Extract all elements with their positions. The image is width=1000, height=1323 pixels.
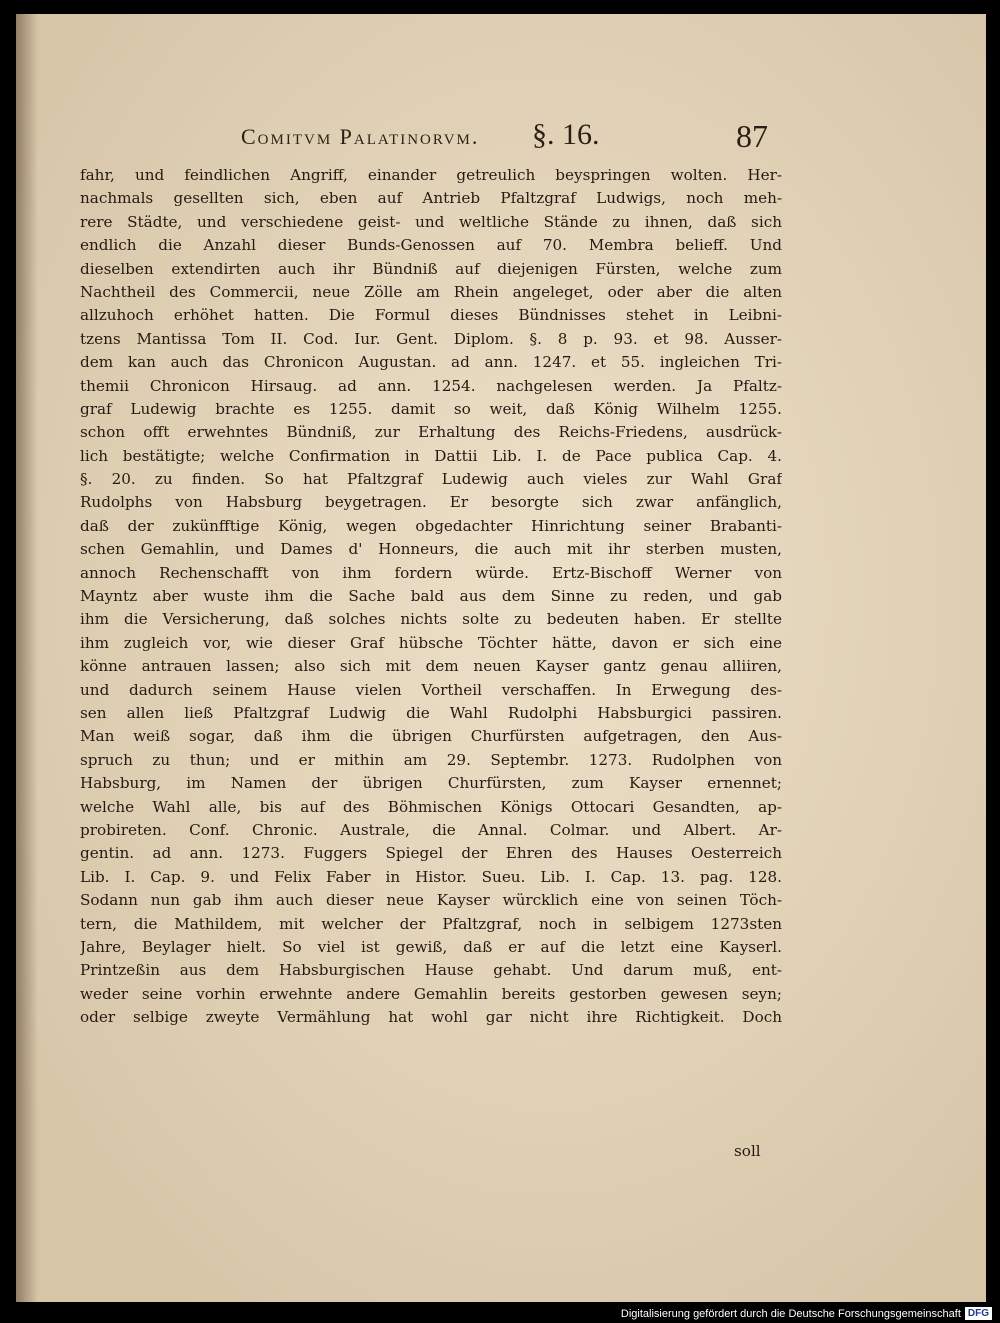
text-line: dem kan auch das Chronicon Augustan. ad ann. 1247. et 55. ingleichen Tri- (80, 353, 782, 372)
book-page (16, 14, 986, 1302)
page-number: 87 (736, 118, 768, 154)
body-text (80, 164, 782, 1029)
text-line: oder selbige zweyte Vermählung hat wohl gar nicht ihre Richtigkeit. Doch (80, 1008, 782, 1027)
digitization-footer (621, 1307, 992, 1320)
text-line: Sodann nun gab ihm auch dieser neue Kayser würcklich eine von seinen Töch- (80, 891, 782, 910)
section-number: §. 16. (532, 118, 600, 151)
text-line: Printzeßin aus dem Habsburgischen Hause gehabt. Und darum muß, ent- (80, 961, 782, 980)
text-line: Rudolphs von Habsburg beygetragen. Er besorgte sich zwar anfänglich, (80, 493, 782, 512)
dfg-logo-icon: DFG (965, 1307, 992, 1320)
text-line: weder seine vorhin erwehnte andere Gemahlin bereits gestorben gewesen seyn; (80, 984, 782, 1003)
text-line: themii Chronicon Hirsaug. ad ann. 1254. nachgelesen werden. Ja Pfaltz- (80, 376, 782, 395)
text-line: fahr, und feindlichen Angriff, einander getreulich beyspringen wolten. Her- (80, 166, 782, 184)
text-line: probireten. Conf. Chronic. Australe, die Annal. Colmar. und Albert. Ar- (80, 820, 782, 839)
text-line: spruch zu thun; und er mithin am 29. Septembr. 1273. Rudolphen von (80, 750, 782, 769)
text-line: allzuhoch erhöhet hatten. Die Formul dieses Bündnisses stehet in Leibni- (80, 306, 782, 325)
text-line: dieselben extendirten auch ihr Bündniß auf diejenigen Fürsten, welche zum (80, 259, 782, 278)
text-line: ihm zugleich vor, wie dieser Graf hübsche Töchter hätte, davon er sich eine (80, 633, 782, 652)
text-line: endlich die Anzahl dieser Bunds-Genossen auf 70. Membra belieff. Und (80, 236, 782, 255)
text-line: ihm die Versicherung, daß solches nichts solte zu bedeuten haben. Er stellte (80, 610, 782, 629)
text-line: Mayntz aber wuste ihm die Sache bald aus dem Sinne zu reden, und gab (80, 587, 782, 606)
catchword: soll (734, 1142, 761, 1160)
text-line: Jahre, Beylager hielt. So viel ist gewiß, daß er auf die letzt eine Kayserl. (80, 937, 782, 956)
text-line: tern, die Mathildem, mit welcher der Pfaltzgraf, noch in selbigem 1273sten (80, 914, 782, 933)
page-gutter-shadow (16, 14, 38, 1302)
text-line: nachmals gesellten sich, eben auf Antrieb Pfaltzgraf Ludwigs, noch meh- (80, 189, 782, 208)
text-line: graf Ludewig brachte es 1255. damit so weit, daß König Wilhelm 1255. (80, 399, 782, 418)
text-line: sen allen ließ Pfaltzgraf Ludwig die Wahl Rudolphi Habsburgici passiren. (80, 703, 782, 722)
text-line: tzens Mantissa Tom II. Cod. Iur. Gent. Diplom. §. 8 p. 93. et 98. Ausser- (80, 329, 782, 348)
text-line: schon offt erwehntes Bündniß, zur Erhaltung des Reichs-Friedens, ausdrück- (80, 423, 782, 442)
text-line: schen Gemahlin, und Dames d' Honneurs, die auch mit ihr sterben musten, (80, 540, 782, 559)
text-line: Habsburg, im Namen der übrigen Churfürsten, zum Kayser ernennet; (80, 774, 782, 793)
text-line: und dadurch seinem Hause vielen Vortheil verschaffen. In Erwegung des- (80, 680, 782, 699)
page-header (16, 116, 986, 156)
text-line: welche Wahl alle, bis auf des Böhmischen Königs Ottocari Gesandten, ap- (80, 797, 782, 816)
text-line: §. 20. zu finden. So hat Pfaltzgraf Ludewig auch vieles zur Wahl Graf (80, 470, 782, 489)
footer-credit: Digitalisierung gefördert durch die Deutsche Forschungsgemeinschaft (620, 1307, 961, 1320)
text-line: annoch Rechenschafft von ihm fordern würde. Ertz-Bischoff Werner von (80, 563, 782, 582)
text-line: könne antrauen lassen; also sich mit dem neuen Kayser gantz genau alliiren, (80, 657, 782, 676)
text-line: lich bestätigte; welche Confirmation in Dattii Lib. I. de Pace publica Cap. 4. (80, 446, 782, 465)
text-line: Man weiß sogar, daß ihm die übrigen Churfürsten aufgetragen, den Aus- (80, 727, 782, 746)
text-line: Nachtheil des Commercii, neue Zölle am Rhein angeleget, oder aber die alten (80, 282, 782, 301)
text-line: Lib. I. Cap. 9. und Felix Faber in Histor. Sueu. Lib. I. Cap. 13. pag. 128. (80, 867, 782, 886)
running-title: Comitvm Palatinorvm. (241, 124, 480, 149)
text-line: rere Städte, und verschiedene geist- und weltliche Stände zu ihnen, daß sich (80, 212, 782, 231)
text-line: daß der zukünfftige König, wegen obgedachter Hinrichtung seiner Brabanti- (80, 516, 782, 535)
text-line: gentin. ad ann. 1273. Fuggers Spiegel der Ehren des Hauses Oesterreich (80, 844, 782, 863)
